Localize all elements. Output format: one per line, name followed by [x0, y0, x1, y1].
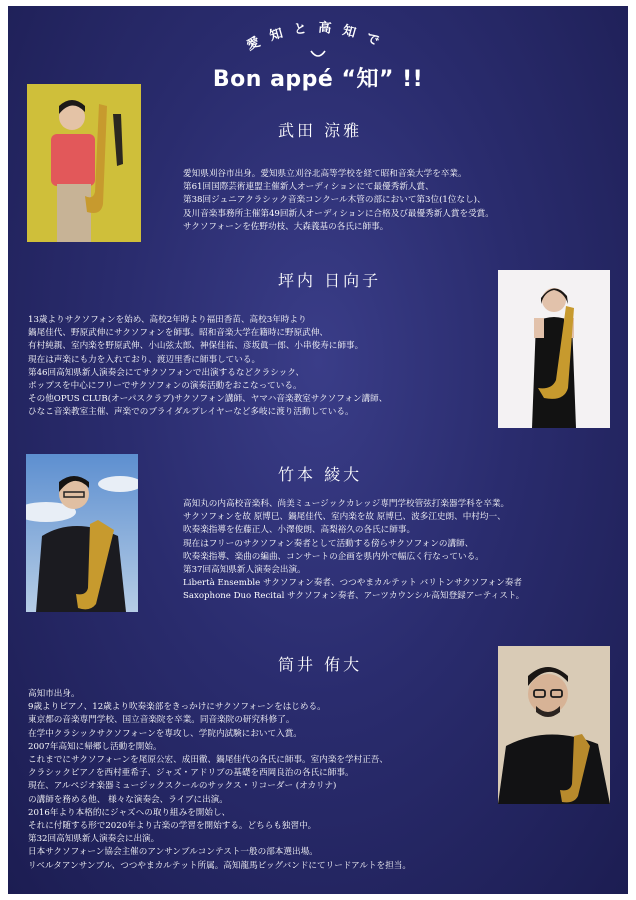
performer-name: 坪内 日向子 [278, 271, 382, 290]
photo-takeda [27, 84, 141, 242]
performer-bio: 高知市出身。 9歳よりピアノ、12歳より吹奏楽部をきっかけにサクソフォーンをはじめる。 東京都の音楽専門学校、国立音楽院を卒業。同音楽院の研究科修了。 在学中クラシックサクソフォーンを専攻し、学院内試験において入賞。 2007年高知に帰郷し活動を開始。 これまでにサクソフォーンを尾原公宏、成田徹、鍋尾佳代の各氏に師事。室内楽を学村正吾、 クラシックピアノを西村亜希子、ジャズ・アドリブの基礎を西岡良治の各氏に師事。 現在、アルペジオ楽器ミュージックスクールのサックス・リコーダー (オカリナ) の講師を務める他、 様々な演奏会、ライブに出演。 2016年より本格的にジャズへの取り組みを開始し、 それに付随する形で2020年より古楽の学習を開始する。どちらも独習中。 第32回高知県新人演奏会に出演。 日本サクソフォーン協会主催のアンサンブルコンテスト一般の部本選出場。 リベルタアンサンブル、つつやまカルテット所属。高知龍馬ビッグバンドにてリードアルトを担当。 [28, 689, 411, 871]
flyer-sheet [8, 6, 628, 894]
smile-icon [310, 44, 326, 63]
main-title: Bon appé “知” !! [212, 67, 424, 92]
performer-name: 竹本 綾大 [278, 465, 363, 484]
photo-takemoto [26, 454, 138, 612]
performer-bio: 高知丸の内高校音楽科、尚美ミュージックカレッジ専門学校管弦打楽器学科を卒業。 サクソフォンを故 原博巳、鍋尾佳代、室内楽を故 原博巳、波多江史朗、中村均一、 吹奏楽指導を佐藤正人、小澤俊朗、高梨裕久の各氏に師事。 現在はフリーのサクソフォン奏者として活動する傍らサクソフォンの講師、 吹奏楽指導、楽曲の編曲、コンサートの企画を県内外で幅広く行なっている。 第37回高知県新人演奏会出演。 Libertà Ensemble サクソフォン奏者、つつやまカルテット バリトンサクソフォン奏者 Saxophone Duo Recital サクソフォン奏者、アーツカウンシル高知登録アーティスト。 [183, 499, 525, 602]
svg-text:愛知と高知で: 愛知と高知で [244, 20, 392, 54]
photo-tsubouchi [498, 270, 610, 428]
performer-name: 武田 涼雅 [278, 121, 363, 140]
performer-bio: 愛知県刈谷市出身。愛知県立刈谷北高等学校を経て昭和音楽大学を卒業。 第61回国際芸術連盟主催新人オーディションにて最優秀新人賞、 第38回ジュニアクラシック音楽コンクール木管の部において第3位(1位なし)、 及川音楽事務所主催第49回新人オーディションに合格及び最優秀新人賞を受賞。 サクソフォーンを佐野功枝、大森義基の各氏に師事。 [183, 169, 494, 232]
performer-bio: 13歳よりサクソフォンを始め、高校2年時より福田香苗、高校3年時より 鍋尾佳代、野原武伸にサクソフォンを師事。昭和音楽大学在籍時に野原武伸、 有村純親、室内楽を野原武伸、小山弦太郎、神保佳祐、彦坂眞一郎、小串俊寿に師事。 現在は声楽にも力を入れており、渡辺里香に師事している。 第46回高知県新人演奏会にてサクソフォンで出演するなどクラシック、 ポップスを中心にフリーでサクソフォンの演奏活動をおこなっている。 その他OPUS CLUB(オーパスクラブ)サクソフォン講師、ヤマハ音楽教室サクソフォン講師、 ひなこ音楽教室主催、声楽でのブライダルプレイヤーなど多岐に渡り活動している。 [28, 315, 388, 418]
performer-name: 筒井 侑大 [278, 655, 363, 674]
photo-tsutsui [498, 646, 610, 804]
flyer-header [8, 6, 628, 96]
